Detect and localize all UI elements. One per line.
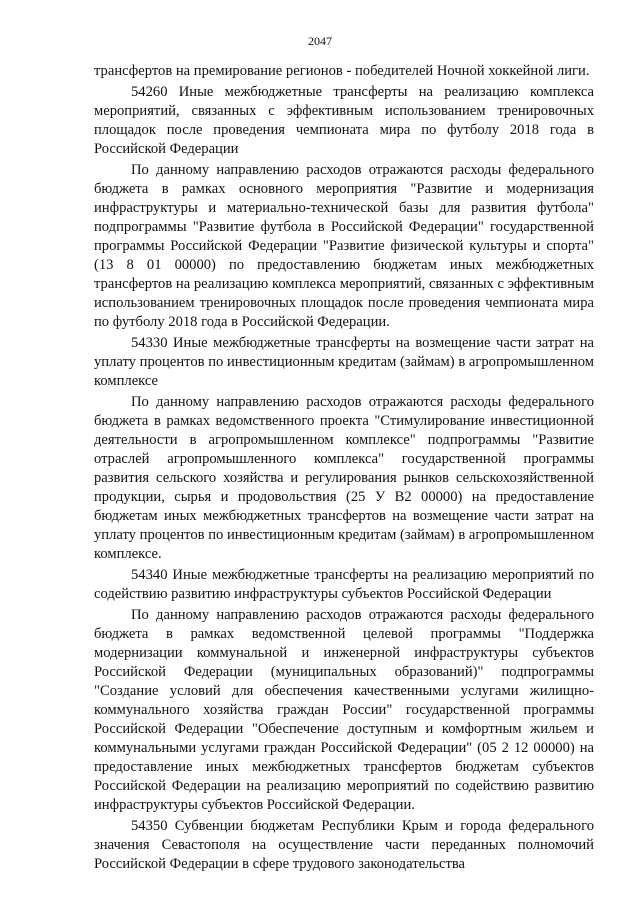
heading-54260: 54260 Иные межбюджетные трансферты на реализацию комплекса мероприятий, связанных с эффективным использованием тренировочных площадок после проведения чемпионата мира по футболу 2018 года в Российской Федерации [94,84,594,157]
paragraph-54340-description: По данному направлению расходов отражаются расходы федерального бюджета в рамках ведомственной целевой программы "Поддержка модернизации коммунальной и инженерной инфраструктуры субъектов Российской Федерации (муниципальных образований)" подпрограммы "Создание условий для обеспечения качественными услугами жилищно-коммунального хозяйства граждан России" государственной программы Российской Федерации "Обеспечение доступным и комфортным жильем и коммунальными услугами граждан Российской Федерации" (05 2 12 00000) на предоставление иных межбюджетных трансфертов бюджетам субъектов Российской Федерации на реализацию мероприятий по содействию развитию инфраструктуры субъектов Российской Федерации. [94,607,594,813]
paragraph-continuation: трансфертов на премирование регионов - победителей Ночной хоккейной лиги. [94,63,590,79]
paragraph-54330-description: По данному направлению расходов отражаются расходы федерального бюджета в рамках ведомственного проекта "Стимулирование инвестиционной деятельности в агропромышленном комплексе" подпрограммы "Развитие отраслей агропромышленного комплекса" государственной программы развития сельского хозяйства и регулирования рынков сельскохозяйственной продукции, сырья и продовольствия (25 У В2 00000) на предоставление бюджетам иных межбюджетных трансфертов на возмещение части затрат на уплату процентов по инвестиционным кредитам (займам) в агропромышленном комплексе. [94,394,594,562]
heading-54330: 54330 Иные межбюджетные трансферты на возмещение части затрат на уплату процентов по инвестиционным кредитам (займам) в агропромышленном комплексе [94,335,594,389]
heading-54340: 54340 Иные межбюджетные трансферты на реализацию мероприятий по содействию развитию инфраструктуры субъектов Российской Федерации [94,567,594,602]
page-number: 2047 [308,34,332,48]
paragraph-54260-description: По данному направлению расходов отражаются расходы федерального бюджета в рамках основного мероприятия "Развитие и модернизация инфраструктуры и материально-технической базы для развития футбола" подпрограммы "Развитие футбола в Российской Федерации" государственной программы Российской Федерации "Развитие физической культуры и спорта" (13 8 01 00000) по предоставлению бюджетам иных межбюджетных трансфертов на реализацию комплекса мероприятий, связанных с эффективным использованием тренировочных площадок после проведения чемпионата мира по футболу 2018 года в Российской Федерации. [94,162,594,330]
document-body [94,62,594,876]
heading-54350: 54350 Субвенции бюджетам Республики Крым и города федерального значения Севастополя на осуществление части переданных полномочий Российской Федерации в сфере трудового законодательства [94,818,594,872]
